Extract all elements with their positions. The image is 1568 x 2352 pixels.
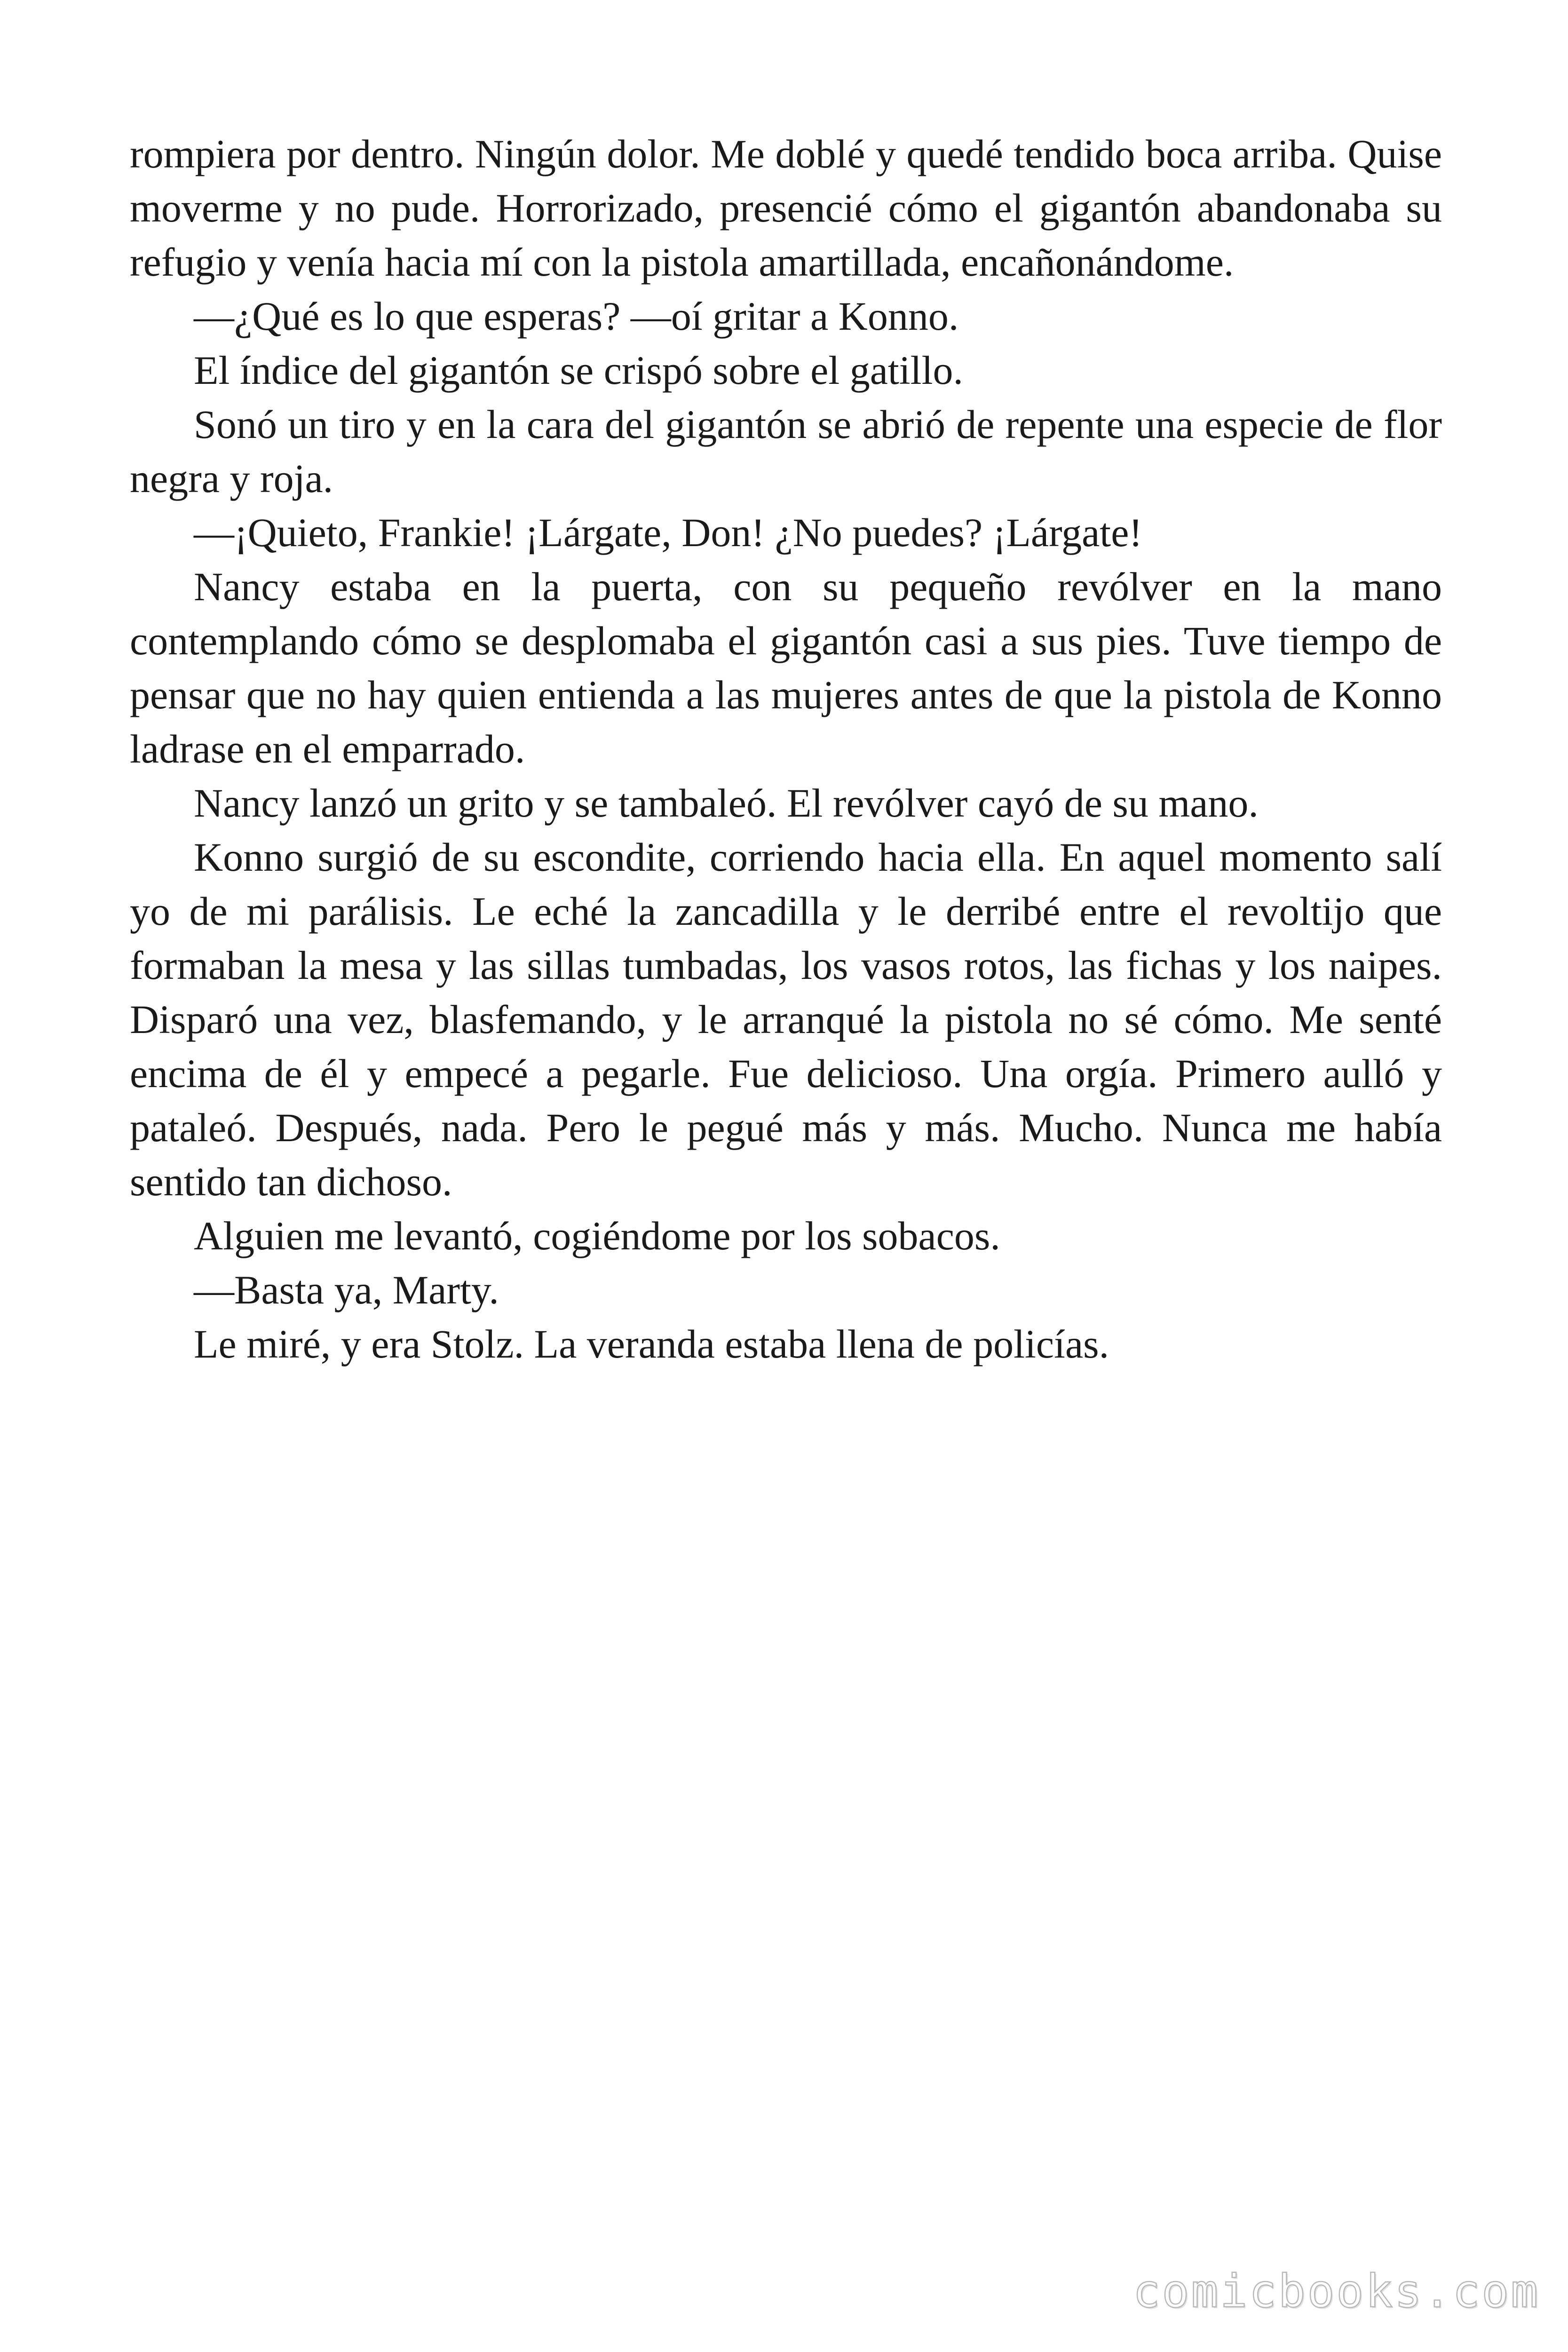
paragraph: —Basta ya, Marty.	[194, 1267, 499, 1312]
watermark: comicbooks.com	[1132, 2265, 1540, 2318]
paragraph: El índice del gigantón se crispó sobre el gatillo.	[194, 348, 963, 393]
paragraph: Alguien me levantó, cogiéndome por los sobacos.	[194, 1213, 1000, 1258]
page-body	[130, 127, 1442, 1371]
paragraph: Konno surgió de su escondite, corriendo hacia ella. En aquel momento salí yo de mi parálisis. Le eché la zancadilla y le derribé entre el revoltijo que formaban la mesa y las sillas tumbadas, los vasos rotos, las fichas y los naipes. Disparó una vez, blasfemando, y le arranqué la pistola no sé cómo. Me senté encima de él y empecé a pegarle. Fue delicioso. Una orgía. Primero aulló y pataleó. Después, nada. Pero le pegué más y más. Mucho. Nunca me había sentido tan dichoso.	[130, 834, 1442, 1204]
paragraph: Nancy lanzó un grito y se tambaleó. El revólver cayó de su mano.	[194, 780, 1259, 826]
paragraph: Nancy estaba en la puerta, con su pequeño revólver en la mano contemplando cómo se desplomaba el gigantón casi a sus pies. Tuve tiempo de pensar que no hay quien entienda a las mujeres antes de que la pistola de Konno ladrase en el emparrado.	[130, 564, 1442, 771]
paragraph: —¡Quieto, Frankie! ¡Lárgate, Don! ¿No puedes? ¡Lárgate!	[194, 510, 1143, 555]
paragraph: Sonó un tiro y en la cara del gigantón se abrió de repente una especie de flor negra y roja.	[130, 402, 1442, 501]
paragraph: —¿Qué es lo que esperas? —oí gritar a Konno.	[194, 294, 959, 339]
paragraph: rompiera por dentro. Ningún dolor. Me doblé y quedé tendido boca arriba. Quise moverme y no pude. Horrorizado, presencié cómo el gigantón abandonaba su refugio y venía hacia mí con la pistola amartillada, encañonándome.	[130, 131, 1442, 285]
paragraph: Le miré, y era Stolz. La veranda estaba llena de policías.	[194, 1321, 1109, 1367]
